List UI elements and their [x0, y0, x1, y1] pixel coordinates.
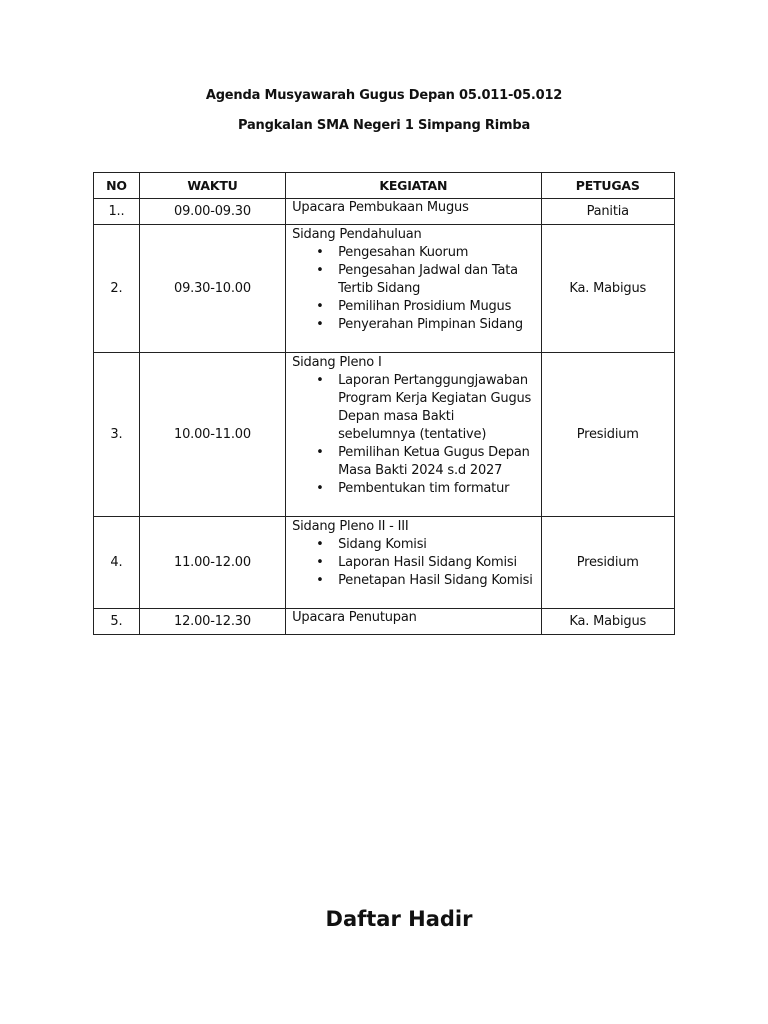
list-item: • Sidang Komisi	[338, 536, 534, 554]
list-item: • Pengesahan Kuorum	[338, 244, 534, 262]
document-title: Agenda Musyawarah Gugus Depan 05.011-05.012	[205, 88, 563, 103]
kegiatan-title: Sidang Pleno II - III	[292, 519, 409, 534]
table-header-row	[94, 173, 675, 199]
cell-waktu: 12.00-12.30	[139, 609, 285, 635]
table-row	[94, 517, 675, 609]
daftar-hadir-heading: Daftar Hadir	[325, 907, 473, 931]
cell-petugas: Panitia	[541, 199, 675, 225]
agenda-table	[93, 172, 675, 635]
document-subtitle: Pangkalan SMA Negeri 1 Simpang Rimba	[237, 118, 531, 133]
cell-waktu: 09.30-10.00	[139, 225, 285, 353]
cell-petugas: Ka. Mabigus	[541, 609, 675, 635]
table-row	[94, 225, 675, 353]
cell-waktu: 10.00-11.00	[139, 353, 285, 517]
header-waktu: WAKTU	[139, 173, 285, 199]
kegiatan-list	[292, 372, 534, 498]
kegiatan-title: Sidang Pleno I	[292, 355, 382, 370]
kegiatan-title: Upacara Pembukaan Mugus	[292, 200, 469, 215]
cell-no: 3.	[94, 353, 140, 517]
table-row	[94, 353, 675, 517]
cell-kegiatan	[286, 199, 541, 225]
kegiatan-title: Upacara Penutupan	[292, 610, 417, 625]
list-item: • Pembentukan tim formatur	[338, 480, 534, 498]
cell-kegiatan	[286, 609, 541, 635]
kegiatan-list	[292, 244, 534, 334]
table-row	[94, 199, 675, 225]
cell-no: 5.	[94, 609, 140, 635]
table-row	[94, 609, 675, 635]
cell-kegiatan	[286, 353, 541, 517]
cell-petugas: Presidium	[541, 517, 675, 609]
cell-kegiatan	[286, 517, 541, 609]
cell-no: 2.	[94, 225, 140, 353]
list-item: • Laporan Hasil Sidang Komisi	[338, 554, 534, 572]
list-item: • Pemilihan Prosidium Mugus	[338, 298, 534, 316]
header-kegiatan: KEGIATAN	[286, 173, 541, 199]
header-petugas: PETUGAS	[541, 173, 675, 199]
cell-waktu: 11.00-12.00	[139, 517, 285, 609]
list-item: • Laporan Pertanggungjawaban Program Kerja Kegiatan Gugus Depan masa Bakti sebelumnya (tentative)	[338, 372, 534, 444]
cell-petugas: Presidium	[541, 353, 675, 517]
list-item: • Pengesahan Jadwal dan Tata Tertib Sidang	[338, 262, 534, 298]
cell-petugas: Ka. Mabigus	[541, 225, 675, 353]
list-item: • Penetapan Hasil Sidang Komisi	[338, 572, 534, 590]
cell-waktu: 09.00-09.30	[139, 199, 285, 225]
kegiatan-list	[292, 536, 534, 590]
cell-no: 4.	[94, 517, 140, 609]
list-item: • Penyerahan Pimpinan Sidang	[338, 316, 534, 334]
cell-kegiatan	[286, 225, 541, 353]
list-item: • Pemilihan Ketua Gugus Depan Masa Bakti 2024 s.d 2027	[338, 444, 534, 480]
header-no: NO	[94, 173, 140, 199]
kegiatan-title: Sidang Pendahuluan	[292, 227, 422, 242]
cell-no: 1..	[94, 199, 140, 225]
